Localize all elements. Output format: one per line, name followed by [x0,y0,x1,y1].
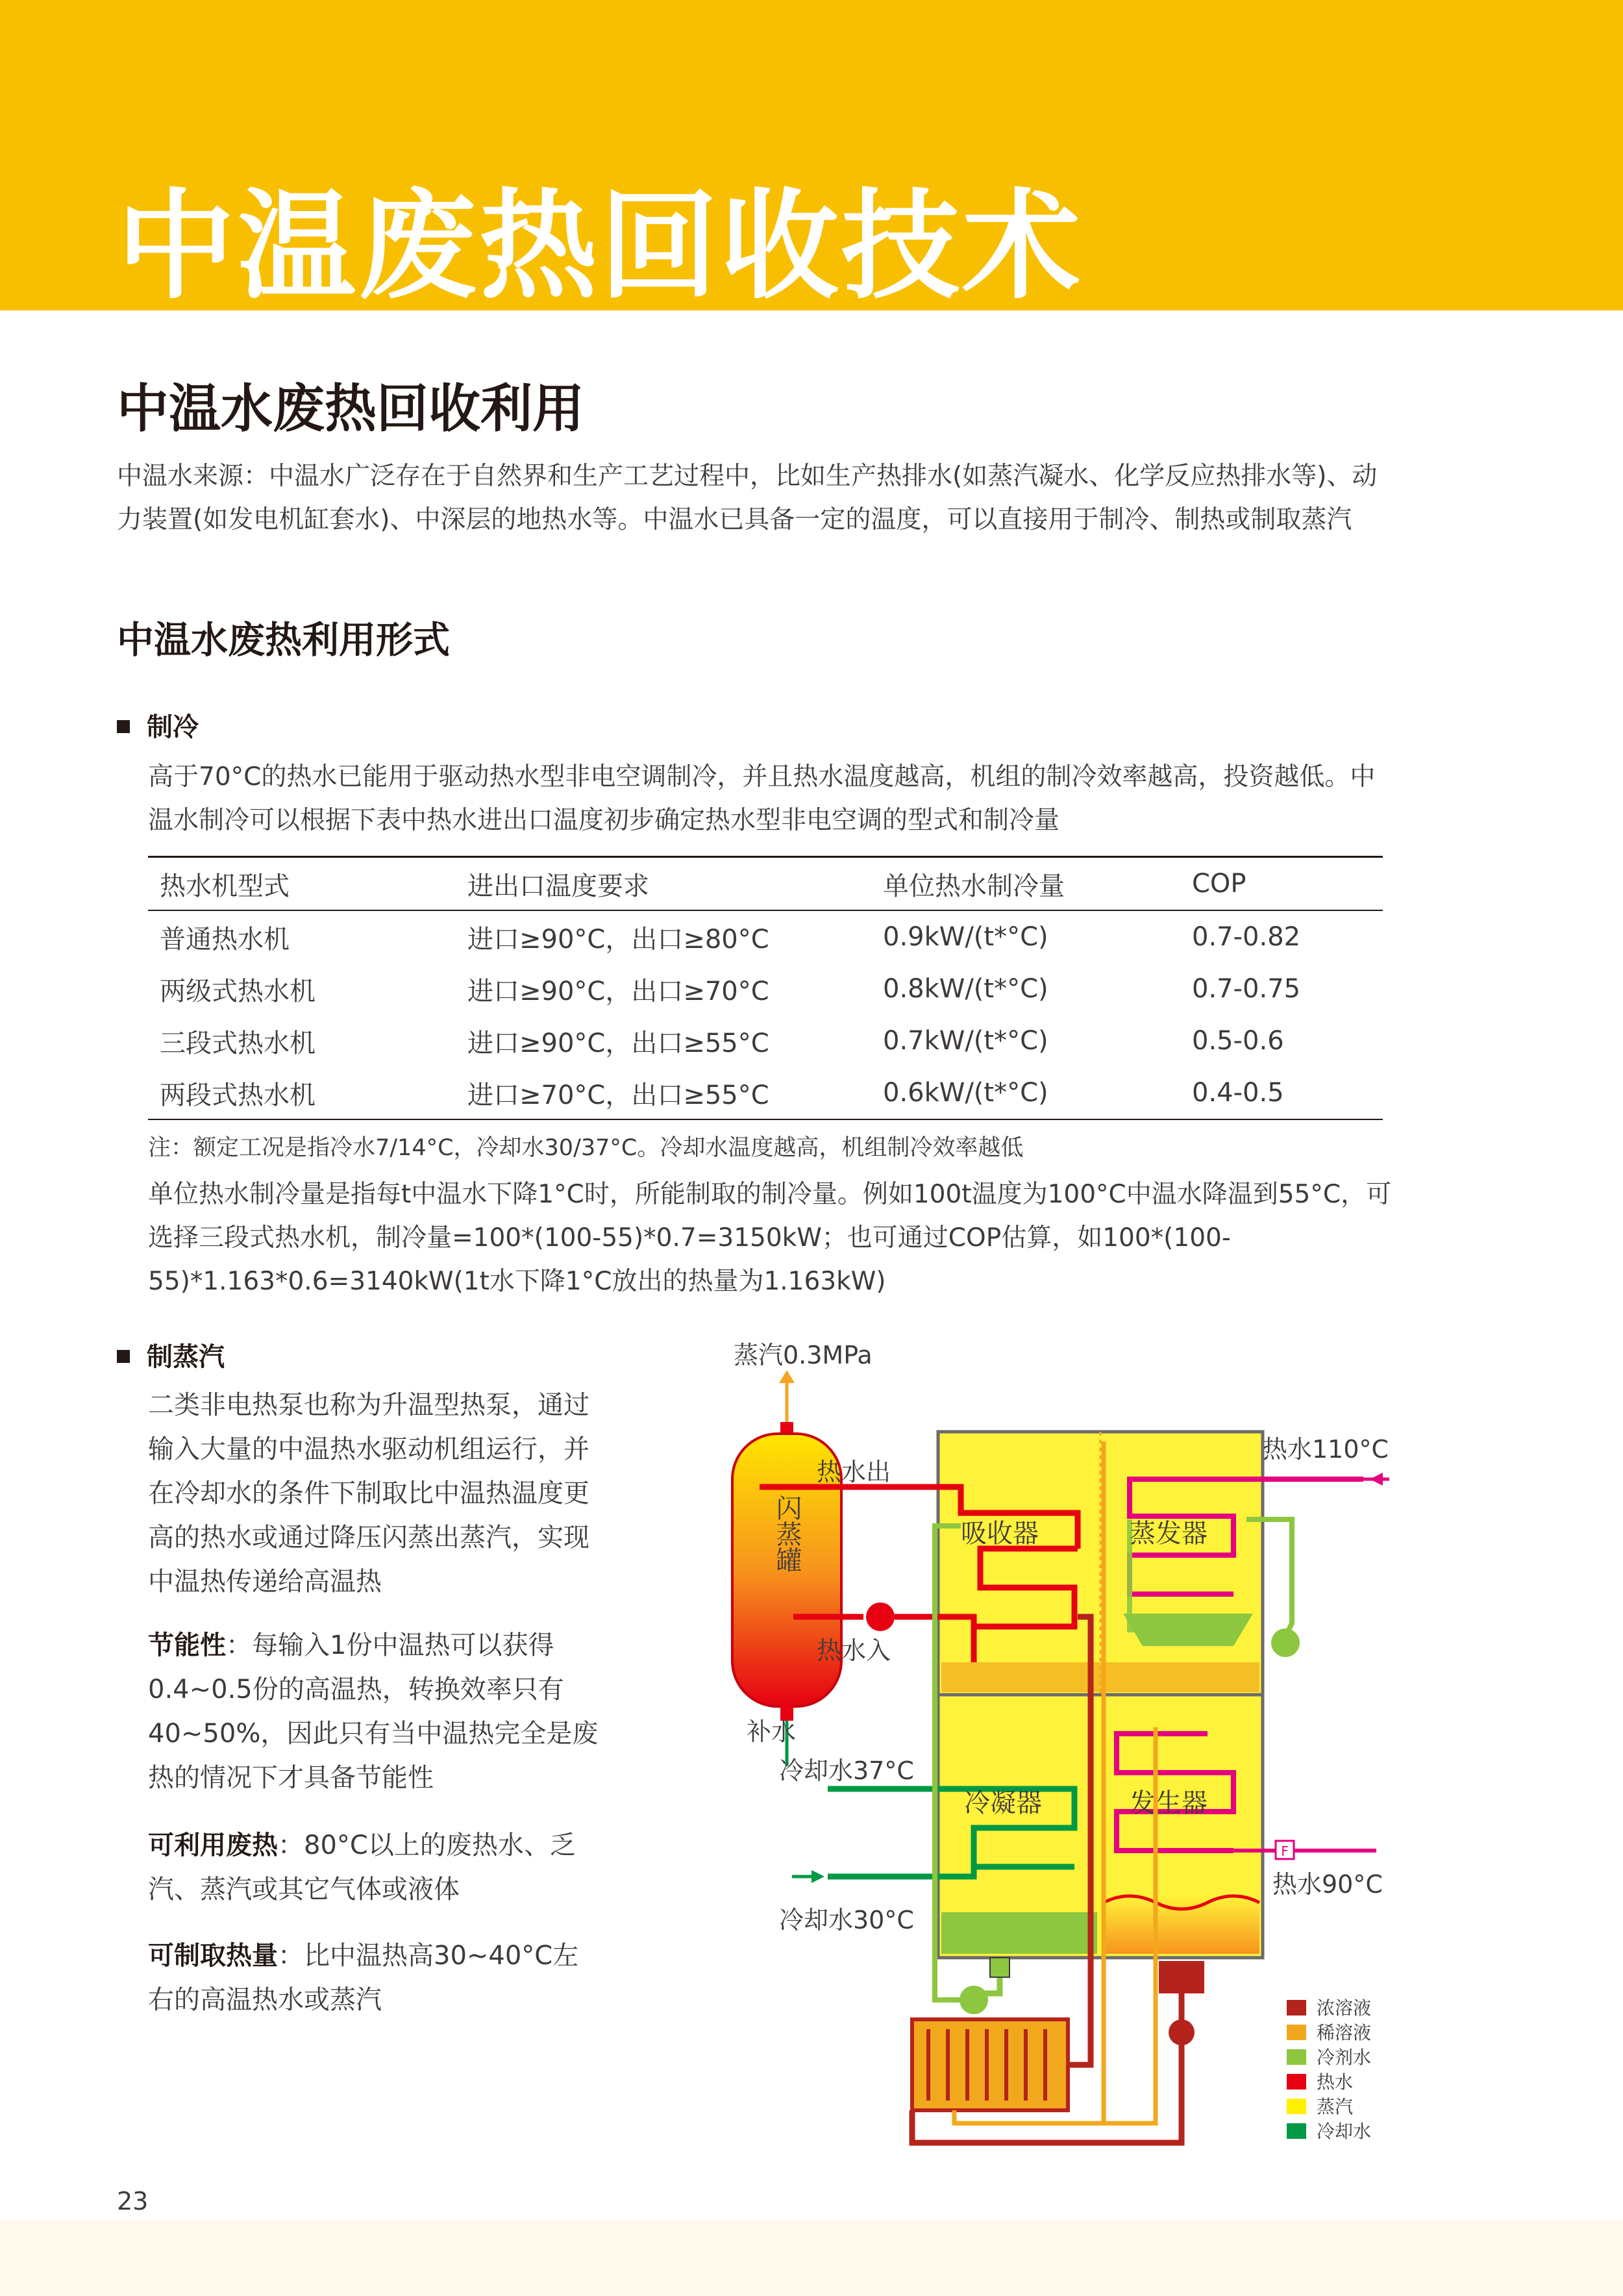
evaporator-label: 蒸发器 [1130,1519,1208,1549]
legend-item [1287,2071,1353,2093]
legend-label: 热水 [1317,2071,1354,2093]
legend-swatch [1287,2000,1306,2015]
hot-water-out-label: 热水出 [817,1458,891,1486]
legend-swatch [1287,2099,1306,2114]
legend-swatch [1287,2049,1306,2065]
condenser-water-pool [941,1912,1097,1954]
absorber-solution-pool [941,1662,1259,1692]
legend-label: 冷却水 [1317,2121,1372,2142]
table-cell: 0.5-0.6 [1192,1026,1284,1056]
hot-water-110-arrow-head [1370,1473,1383,1486]
energy-saving-label: 节能性 [148,1630,226,1660]
legend-label: 蒸汽 [1317,2096,1354,2117]
table-note: 注：额定工况是指冷水7/14°C，冷却水30/37°C。冷却水温度越高，机组制冷效率越低 [148,1135,1024,1161]
bullet-square-icon [117,720,130,733]
table-cell: 0.6kW/(t*°C) [871,1067,1180,1119]
obtainable-heat-label: 可制取热量 [148,1941,278,1971]
section-title: 中温水废热回收利用 [117,379,584,439]
generator-solution-pool [1104,1896,1259,1954]
steam-description: 二类非电热泵也称为升温型热泵，通过输入大量的中温热水驱动机组运行，并在冷却水的条件下制取比中温热温度更高的热水或通过降压闪蒸出蒸汽，实现中温热传递给高温热 [148,1390,589,1597]
table-cell: 三段式热水机 [160,1028,316,1058]
legend-label: 浓溶液 [1317,1997,1372,2019]
intro-paragraph: 中温水来源：中温水广泛存在于自然界和生产工艺过程中，比如生产热排水(如蒸汽凝水、化学反应热排水等)、动力装置(如发电机缸套水)、中深层的地热水等。中温水已具备一定的温度，可以直接用于制冷、制热或制取蒸汽 [117,462,1378,534]
legend-item [1287,2022,1371,2043]
legend-item [1287,2121,1371,2142]
legend-label: 冷剂水 [1317,2047,1372,2068]
condenser-label: 冷凝器 [964,1788,1042,1818]
table-cell: 0.4-0.5 [1180,1067,1383,1119]
legend-label: 稀溶液 [1317,2022,1372,2043]
table-row [148,1015,1383,1067]
hot-water-110-label: 热水110°C [1263,1435,1389,1464]
hot-water-in-label: 热水入 [817,1636,891,1665]
heat-exchanger-coil [928,2029,1045,2101]
title-banner [0,0,1623,315]
table-header: 进出口温度要求 [456,857,871,911]
generator-label: 发生器 [1130,1788,1208,1818]
energy-saving-paragraph: 节能性：每输入1份中温热可以获得0.4~0.5份的高温热，转换效率只有40~50%，因此只有当中温热完全是废热的情况下才具备节能性 [148,1630,599,1793]
table-cell: 0.7-0.82 [1192,922,1301,952]
cooling-water-37-label: 冷却水37°C [779,1756,914,1785]
flow-meter-label: F [1281,1843,1289,1859]
legend [1287,1997,1371,2142]
table-header: COP [1180,857,1383,911]
usable-waste-heat-label: 可利用废热 [148,1830,278,1860]
table-cell: 0.7-0.75 [1192,974,1301,1004]
bullet-square-icon [117,1350,130,1363]
legend-item [1287,2047,1371,2068]
legend-swatch [1287,2074,1306,2090]
legend-swatch [1287,2123,1306,2139]
usable-waste-heat-paragraph: 可利用废热：80°C以上的废热水、乏汽、蒸汽或其它气体或液体 [148,1830,576,1904]
table-header: 热水机型式 [148,857,456,911]
generator-outlet-icon [1159,1961,1204,1993]
flash-tank-label: 闪蒸罐 [772,1495,802,1573]
obtainable-heat-paragraph: 可制取热量：比中温热高30~40°C左右的高温热水或蒸汽 [148,1941,579,2015]
legend-item [1287,1997,1371,2019]
steam-output-label: 蒸汽0.3MPa [734,1341,873,1369]
table-cell: 进口≥90°C，出口≥70°C [467,976,769,1006]
hot-water-chiller-table [148,856,1383,1120]
page-number: 23 [117,2187,149,2215]
legend-swatch [1287,2025,1306,2040]
table-cell: 进口≥90°C，出口≥80°C [467,924,769,955]
makeup-water-label: 补水 [747,1717,797,1746]
hot-water-pump-icon [866,1603,895,1631]
heat-pump-diagram [714,1325,1428,2169]
table-cell: 进口≥90°C，出口≥55°C [467,1028,769,1058]
table-header-row [148,857,1383,911]
cooling-description: 高于70°C的热水已能用于驱动热水型非电空调制冷，并且热水温度越高，机组的制冷效率越高，投资越低。中温水制冷可以根据下表中热水进出口温度初步确定热水型非电空调的型式和制冷量 [148,762,1376,835]
cooling-explanation: 单位热水制冷量是指每t中温水下降1°C时，所能制取的制冷量。例如100t温度为100°C中温水降温到55°C，可选择三段式热水机，制冷量=100*(100-55)*0.7=3150kW；也可通过COP估算，如100*(100-55)*1.163*0.6=3140kW(1t水下降1°C放出的热量为1.163kW) [148,1180,1392,1296]
table-cell: 普通热水机 [160,924,290,955]
steam-arrow-head [779,1370,795,1383]
table-row [148,1067,1383,1119]
evaporator-tray [1123,1614,1253,1646]
hot-water-90-label: 热水90°C [1272,1870,1383,1899]
footer-band [0,2219,1623,2296]
absorber-label: 吸收器 [961,1519,1039,1549]
solution-pump-icon [1169,2019,1195,2045]
table-cell: 两段式热水机 [148,1067,456,1119]
table-cell: 进口≥70°C，出口≥55°C [456,1067,871,1119]
steam-heading: 制蒸汽 [117,1344,225,1370]
table-cell: 两级式热水机 [160,976,316,1006]
cooling-heading: 制冷 [117,714,199,740]
section-subtitle: 中温水废热利用形式 [117,619,450,662]
cooling-water-30-label: 冷却水30°C [779,1906,914,1934]
table-header: 单位热水制冷量 [871,857,1180,911]
table-cell: 0.9kW/(t*°C) [883,922,1048,952]
refrigerant-pump-icon [1271,1628,1300,1657]
cooling-water-in-arrow-head [812,1870,824,1883]
legend-item [1287,2096,1353,2117]
table-cell: 0.8kW/(t*°C) [883,974,1048,1004]
table-cell: 0.7kW/(t*°C) [883,1026,1048,1056]
table-row [148,910,1383,963]
page-title: 中温废热回收技术 [117,177,1083,315]
table-row [148,963,1383,1015]
condensate-valve-icon [990,1958,1010,1977]
